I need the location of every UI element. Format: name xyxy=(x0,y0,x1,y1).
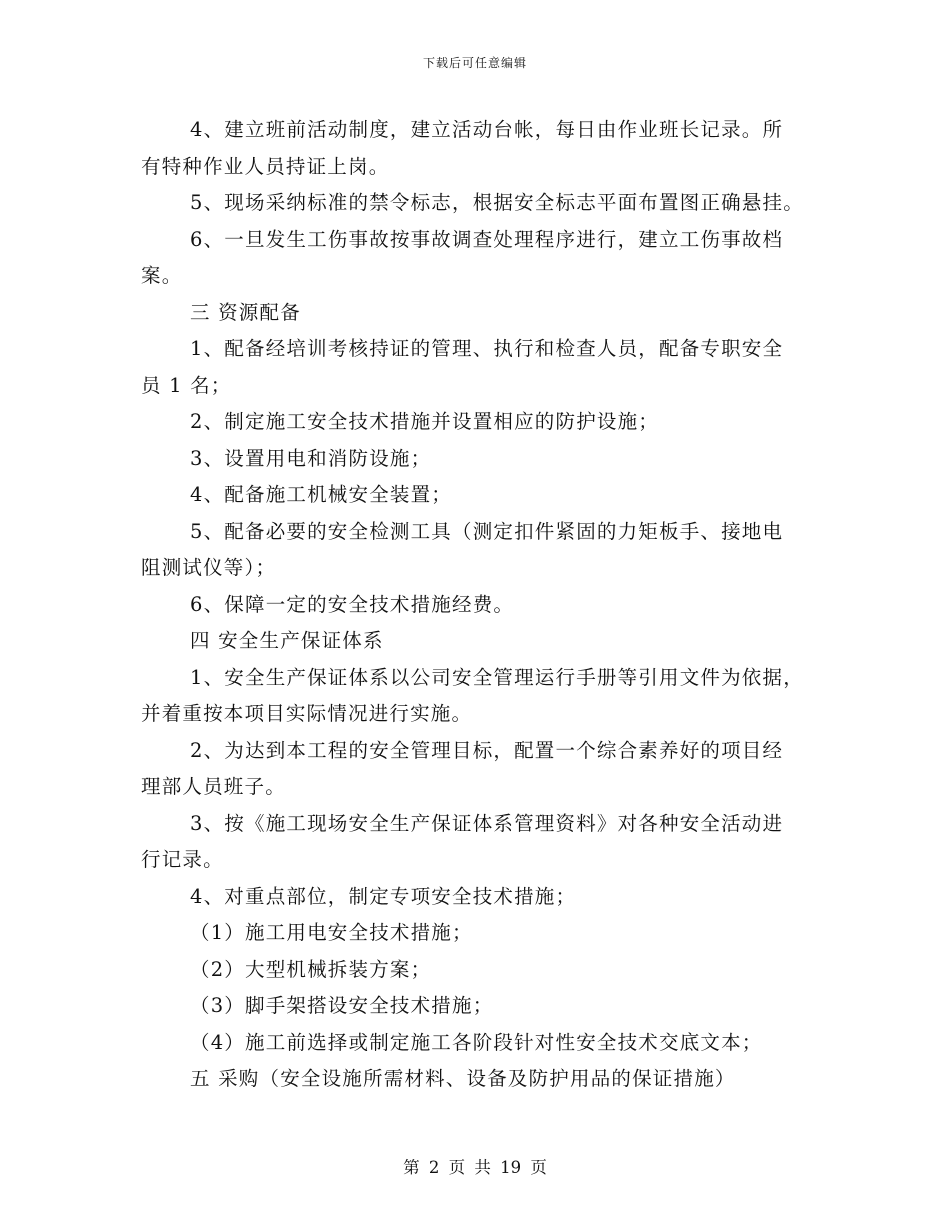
text-line: 2、制定施工安全技术措施并设置相应的防护设施； xyxy=(190,410,660,433)
text-line: 行记录。 xyxy=(141,848,224,871)
text-line: 员 1 名； xyxy=(141,373,232,397)
text-line: （4）施工前选择或制定施工各阶段针对性安全技术交底文本； xyxy=(190,1030,763,1054)
text-line: （1）施工用电安全技术措施； xyxy=(190,921,473,944)
document-body xyxy=(141,112,809,1098)
text-line: （2）大型机械拆装方案； xyxy=(190,957,432,981)
text-line: 并着重按本项目实际情况进行实施。 xyxy=(141,702,473,725)
page-header: 下载后可任意编辑 xyxy=(422,56,527,70)
text-line: 阻测试仪等）； xyxy=(141,556,277,579)
page-number: 第 2 页 共 19 页 xyxy=(403,1158,547,1177)
text-line: 4、配备施工机械安全装置； xyxy=(190,483,453,506)
text-line: 3、设置用电和消防设施； xyxy=(190,446,432,470)
text-line: 6、一旦发生工伤事故按事故调查处理程序进行，建立工伤事故档 xyxy=(190,227,784,251)
text-line: 有特种作业人员持证上岗。 xyxy=(141,154,390,178)
text-line: 案。 xyxy=(141,264,183,287)
text-line: 5、配备必要的安全检测工具（测定扣件紧固的力矩板手、接地电 xyxy=(190,519,784,543)
text-line: 三 资源配备 xyxy=(190,300,301,324)
text-line: 理部人员班子。 xyxy=(141,775,286,798)
text-line: 1、安全生产保证体系以公司安全管理运行手册等引用文件为依据， xyxy=(190,665,804,689)
text-line: 五 采购（安全设施所需材料、设备及防护用品的保证措施） xyxy=(190,1067,736,1090)
text-line: 4、对重点部位，制定专项安全技术措施； xyxy=(190,884,577,908)
text-line: 5、现场采纳标准的禁令标志，根据安全标志平面布置图正确悬挂。 xyxy=(190,191,804,214)
text-line: （3）脚手架搭设安全技术措施； xyxy=(190,994,494,1017)
text-line: 四 安全生产保证体系 xyxy=(190,629,384,652)
text-line: 6、保障一定的安全技术措施经费。 xyxy=(190,592,515,616)
text-line: 3、按《施工现场安全生产保证体系管理资料》对各种安全活动进 xyxy=(190,811,784,835)
text-line: 2、为达到本工程的安全管理目标，配置一个综合素养好的项目经 xyxy=(190,738,784,762)
text-line: 1、配备经培训考核持证的管理、执行和检查人员，配备专职安全 xyxy=(190,337,784,360)
text-line: 4、建立班前活动制度，建立活动台帐，每日由作业班长记录。所 xyxy=(190,118,784,141)
